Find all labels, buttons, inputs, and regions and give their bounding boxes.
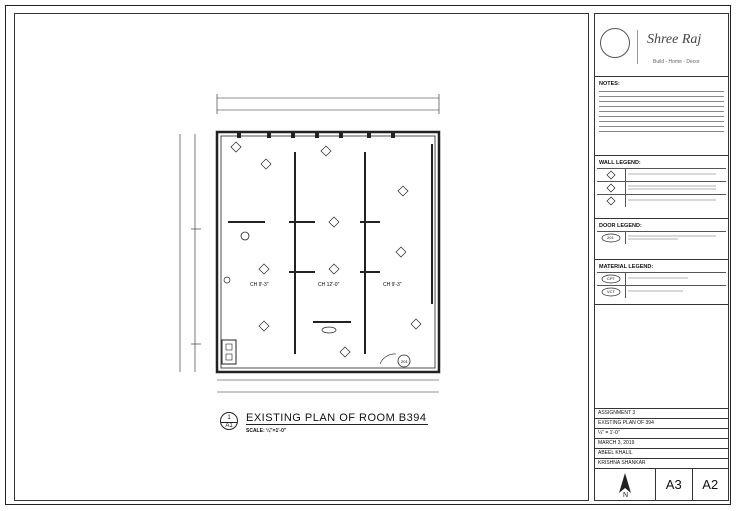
drawing-area: [14, 13, 589, 501]
legend-row: [597, 231, 726, 244]
sheet-footer: [595, 469, 728, 501]
north-label: N: [623, 492, 629, 499]
wall-legend-title: WALL LEGEND:: [599, 160, 641, 166]
legend-row: [597, 181, 726, 194]
door-legend-title: DOOR LEGEND:: [599, 223, 642, 229]
material-legend-title: MATERIAL LEGEND:: [599, 264, 654, 270]
sheet-scale: ¼" = 1'-0": [595, 429, 728, 439]
title-block: [594, 13, 729, 501]
title-underline: [246, 424, 428, 425]
north-arrow-icon: [595, 469, 656, 501]
material-tag: VCT: [597, 286, 626, 298]
logo-emblem-icon: [600, 28, 630, 58]
sheet-number-a3: A3: [656, 469, 693, 501]
material-legend: [595, 264, 728, 305]
diamond-icon: [597, 182, 626, 194]
checked-by: KRISHNA SHANKAR: [595, 459, 728, 469]
brand-tagline: Build - Home - Decor: [653, 59, 700, 65]
notes-title: NOTES:: [599, 81, 620, 87]
sheet-title: EXISTING PLAN OF 394: [595, 419, 728, 429]
drawing-title: EXISTING PLAN OF ROOM B394: [246, 412, 427, 424]
door-tag: 201: [597, 232, 626, 244]
drawing-number: 1: [227, 415, 231, 421]
material-tag: CPT: [597, 273, 626, 285]
drawing-sheet: [5, 5, 731, 505]
legend-row: [597, 285, 726, 298]
room-label-2: CH 12'-0": [318, 282, 340, 288]
svg-text:201: 201: [401, 359, 408, 364]
room-label-1: CH 9'-3": [250, 282, 269, 288]
sheet-reference: A1: [221, 422, 237, 429]
legend-row: [597, 272, 726, 285]
drawn-by: ABEEL KHALIL: [595, 449, 728, 459]
diamond-icon: [597, 195, 626, 207]
legend-row: [597, 194, 726, 207]
room-label-3: CH 9'-3": [383, 282, 402, 288]
drawing-number-bubble: [220, 412, 238, 430]
legend-row: [597, 168, 726, 181]
notes-section: [595, 81, 728, 156]
assignment-label: ASSIGNMENT 3: [595, 409, 728, 419]
company-logo: [595, 14, 728, 77]
brand-name: Shree Raj: [647, 32, 702, 47]
drawing-scale: SCALE: ¼"=1'-0": [246, 428, 287, 434]
wall-legend: [595, 160, 728, 219]
diamond-icon: [597, 169, 626, 181]
door-legend: [595, 223, 728, 260]
sheet-number-a2: A2: [702, 477, 719, 492]
sheet-date: MARCH 3, 2019: [595, 439, 728, 449]
floor-plan: [15, 14, 590, 502]
